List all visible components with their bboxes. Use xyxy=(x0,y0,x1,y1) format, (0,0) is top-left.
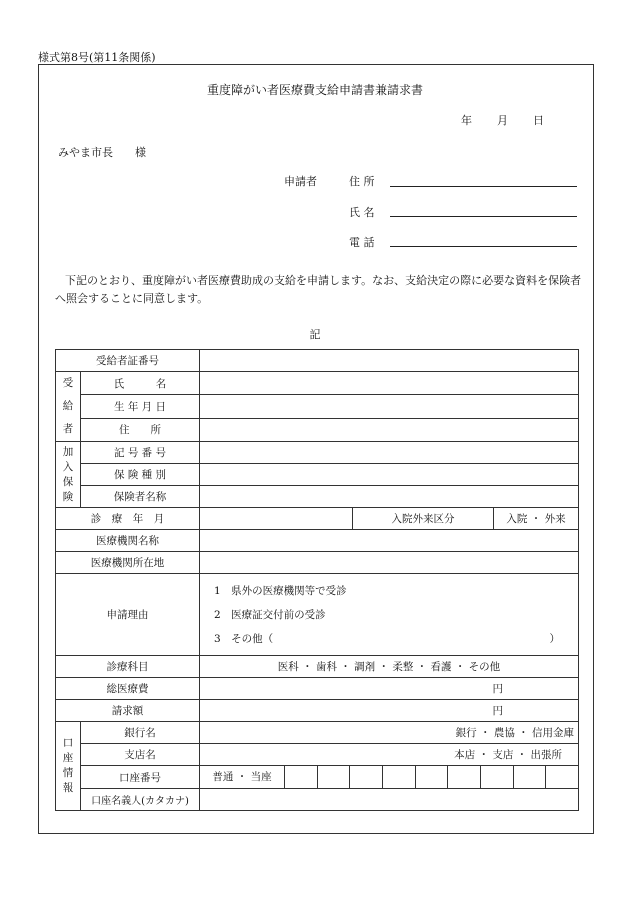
applicant-name-field[interactable] xyxy=(390,216,577,217)
account-holder-field[interactable] xyxy=(200,789,579,811)
account-digit-6[interactable] xyxy=(447,766,480,788)
inout-selector[interactable]: 入院 ・ 外来 xyxy=(494,508,579,530)
applicant-label: 申請者 xyxy=(284,175,317,188)
form-number-label: 様式第8号(第11条関係) xyxy=(38,51,156,64)
account-number-field[interactable] xyxy=(200,766,579,789)
institution-address-label: 医療機関所在地 xyxy=(56,552,200,574)
date-month: 月 xyxy=(497,114,508,127)
insurance-group-label: 加 入 保 険 xyxy=(56,442,81,508)
insurance-type-label: 保 険 種 別 xyxy=(81,464,200,486)
insurance-number-label: 記 号 番 号 xyxy=(81,442,200,464)
application-table xyxy=(55,349,579,811)
account-holder-label: 口座名義人(カタカナ) xyxy=(81,789,200,811)
treatment-month-field[interactable] xyxy=(200,508,353,530)
recipient-name-label: 氏 名 xyxy=(81,372,200,395)
department-label: 診療科目 xyxy=(56,656,200,678)
branch-name-label: 支店名 xyxy=(81,744,200,766)
recipient-birthdate-label: 生 年 月 日 xyxy=(81,395,200,418)
insurance-type-field[interactable] xyxy=(200,464,579,486)
account-digit-9[interactable] xyxy=(545,766,578,788)
reason-options xyxy=(200,574,579,656)
form-title: 重度障がい者医療費支給申請書兼請求書 xyxy=(206,83,423,97)
account-digit-5[interactable] xyxy=(415,766,448,788)
applicant-name-label: 氏 名 xyxy=(349,206,375,219)
date-year: 年 xyxy=(461,114,472,127)
branch-name-field[interactable]: 本店 ・ 支店 ・ 出張所 xyxy=(200,744,579,766)
addressee: みやま市長 様 xyxy=(58,146,146,159)
account-group-label: 口 座 情 報 xyxy=(56,722,81,811)
account-digit-3[interactable] xyxy=(349,766,382,788)
account-number-label: 口座番号 xyxy=(81,766,200,789)
consent-text: 下記のとおり、重度障がい者医療費助成の支給を申請します。なお、支給決定の際に必要な資料を保険者へ照会することに同意します。 xyxy=(55,274,582,305)
insurer-name-field[interactable] xyxy=(200,486,579,508)
recipient-birthdate-field[interactable] xyxy=(200,395,579,418)
treatment-month-label: 診 療 年 月 xyxy=(56,508,200,530)
recipient-name-field[interactable] xyxy=(200,372,579,395)
applicant-phone-field[interactable] xyxy=(390,246,577,247)
claim-amount-field[interactable]: 円 xyxy=(200,700,579,722)
recipient-group-label: 受 給 者 xyxy=(56,372,81,442)
recipient-id-label: 受給者証番号 xyxy=(56,350,200,372)
account-digit-1[interactable] xyxy=(284,766,317,788)
account-digit-7[interactable] xyxy=(480,766,513,788)
recipient-address-label: 住 所 xyxy=(81,418,200,441)
account-digit-8[interactable] xyxy=(513,766,546,788)
total-cost-field[interactable]: 円 xyxy=(200,678,579,700)
reason-option-2[interactable]: 2 医療証交付前の受診 xyxy=(214,608,326,621)
recipient-id-field[interactable] xyxy=(200,350,579,372)
institution-name-label: 医療機関名称 xyxy=(56,530,200,552)
account-digit-4[interactable] xyxy=(382,766,415,788)
bank-name-field[interactable]: 銀行 ・ 農協 ・ 信用金庫 xyxy=(200,722,579,744)
claim-amount-label: 請求額 xyxy=(56,700,200,722)
applicant-phone-label: 電 話 xyxy=(349,236,375,249)
reason-option-1[interactable]: 1 県外の医療機関等で受診 xyxy=(214,584,347,597)
institution-name-field[interactable] xyxy=(200,530,579,552)
account-type-selector[interactable]: 普通 ・ 当座 xyxy=(212,771,272,783)
department-selector[interactable]: 医科 ・ 歯科 ・ 調剤 ・ 柔整 ・ 看護 ・ その他 xyxy=(200,656,579,678)
reason-label: 申請理由 xyxy=(56,574,200,656)
applicant-address-label: 住 所 xyxy=(349,175,375,188)
reason-option-3[interactable]: 3 その他（ ） xyxy=(214,632,560,645)
ki-heading: 記 xyxy=(309,328,321,341)
institution-address-field[interactable] xyxy=(200,552,579,574)
account-digit-2[interactable] xyxy=(317,766,350,788)
inout-label: 入院外来区分 xyxy=(353,508,494,530)
applicant-address-field[interactable] xyxy=(390,186,577,187)
total-cost-label: 総医療費 xyxy=(56,678,200,700)
bank-name-label: 銀行名 xyxy=(81,722,200,744)
recipient-address-field[interactable] xyxy=(200,418,579,441)
insurer-name-label: 保険者名称 xyxy=(81,486,200,508)
date-day: 日 xyxy=(533,114,544,127)
insurance-number-field[interactable] xyxy=(200,442,579,464)
